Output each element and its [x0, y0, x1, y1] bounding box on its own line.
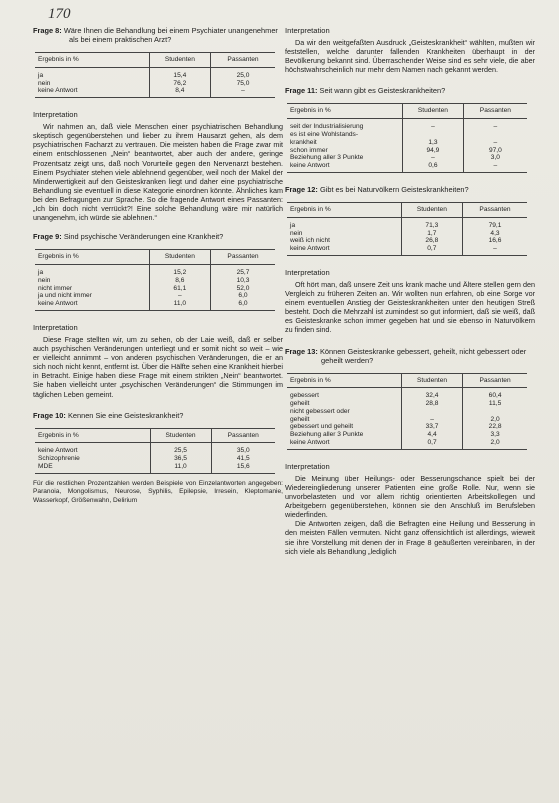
table-cell: 0,6	[403, 162, 464, 172]
question-11-label: Frage 11:	[285, 86, 318, 96]
table-cell	[401, 408, 462, 416]
table-cell: gebessert	[290, 392, 319, 400]
table-cell: schon immer	[290, 146, 328, 154]
table-header-row	[35, 250, 275, 265]
table-row	[287, 154, 527, 162]
table-header-cell: Studenten	[401, 202, 462, 217]
left-column	[33, 26, 283, 506]
table-row	[35, 455, 275, 463]
table-header-cell: Passanten	[463, 104, 527, 119]
table-cell	[463, 408, 527, 416]
table-row	[287, 139, 527, 147]
table-header-cell: Studenten	[401, 373, 462, 388]
table-cell: 26,8	[401, 237, 462, 245]
table-header-cell: Studenten	[403, 104, 464, 119]
table-cell: keine Antwort	[287, 245, 401, 255]
table-cell: ja	[38, 71, 44, 79]
table-row	[35, 87, 275, 97]
table-cell: nein	[290, 229, 303, 237]
table-row	[35, 463, 275, 473]
table-header-cell: Ergebnis in %	[287, 104, 403, 119]
table-header-cell: Studenten	[149, 250, 210, 265]
table-cell: 15,2	[149, 265, 210, 277]
table-row	[287, 416, 527, 424]
table-cell: 6,0	[211, 300, 275, 310]
table-cell: 94,9	[403, 147, 464, 155]
table-cell: 1,3	[403, 139, 464, 147]
table-cell: 0,7	[401, 245, 462, 255]
question-12	[285, 185, 535, 194]
table-cell: 33,7	[401, 423, 462, 431]
table-cell: 79,1	[463, 217, 527, 229]
question-9	[33, 232, 283, 241]
table-header-cell: Passanten	[211, 53, 275, 68]
table-cell: ja	[38, 269, 44, 277]
table-cell: 3,0	[463, 154, 527, 162]
table-cell: –	[463, 162, 527, 172]
table-cell: –	[463, 245, 527, 255]
interpretation-q12-text: Oft hört man, daß unsere Zeit uns krank mache und Ältere stellen gern den Vergleich zu früheren Zeiten an. Wir wollten nun erfahren, ob eine Sorge vor einem eventuellen Anstieg der Geisteskrankheiten unter den heutigen Streß besteht. Doch die Mehrzahl ist zumindest so gut informiert, daß sie weiß, daß es Geisteskranke schon immer gegeben hat und sie ebenso in Naturvölkern zu finden sind.	[285, 279, 535, 335]
table-cell: keine Antwort	[287, 162, 403, 172]
table-q10	[35, 428, 275, 474]
interpretation-heading: Interpretation	[285, 267, 330, 277]
table-cell: nicht gebessert oder	[290, 407, 350, 415]
table-row	[35, 443, 275, 455]
interpretation-heading: Interpretation	[33, 323, 78, 332]
table-cell: 10,3	[211, 277, 275, 285]
question-11	[285, 86, 535, 95]
table-row	[35, 265, 275, 277]
table-cell: geheilt	[290, 415, 310, 423]
table-row	[287, 131, 527, 139]
interpretation-q8-text: Wir nahmen an, daß viele Menschen einer psychiatrischen Behandlung skeptisch gegenüberstehen und lieber zu ihrem Hausarzt gehen, als dem psychiatrischen Facharzt zu vertrauen. Die meisten haben die Frage zwar mit einem entschlossenen „Nein“ beantwortet, aber auch der andere, geringe Prozentsatz zeigt uns, daß noch Vorurteile gegen den Nervenarzt bestehen. Einem Psychiater stehen viele ablehnend gegenüber, weil noch der Makel der Minderwertigkeit auf den Geisteskranken liegt und daher eine psychiatrische Behandlung sie eventuell in diese Kategorie einordnen könnte. Ähnliches kam bei den Befragungen zur Sprache. So die fragende Antwort eines Passanten: „Ich bin doch nicht verrückt?! Eine solche Behandlung wäre mir natürlich unangenehm, ich würde sie ablehnen.“	[33, 122, 283, 223]
table-cell: –	[149, 292, 210, 300]
table-header-cell: Studenten	[150, 428, 211, 443]
table-cell: keine Antwort	[38, 447, 78, 455]
table-cell: MDE	[35, 463, 150, 473]
table-header-row	[287, 373, 527, 388]
table-cell: weiß ich nicht	[290, 237, 330, 245]
table-q12	[287, 202, 527, 256]
table-cell: Beziehung aller 3 Punkte	[290, 154, 364, 162]
table-cell: 1,7	[401, 230, 462, 238]
table-cell: 41,5	[211, 455, 275, 463]
table-header-row	[35, 53, 275, 68]
table-cell: Schizophrenie	[38, 455, 80, 463]
question-12-text: Gibt es bei Naturvölkern Geisteskrankheiten?	[319, 184, 469, 194]
question-9-label: Frage 9:	[33, 232, 62, 242]
table-row	[287, 431, 527, 439]
table-header-cell: Ergebnis in %	[287, 202, 401, 217]
table-cell: –	[403, 119, 464, 131]
table-cell: nein	[38, 276, 51, 284]
table-cell: 71,3	[401, 217, 462, 229]
table-cell: keine Antwort	[35, 300, 149, 310]
table-row	[35, 300, 275, 310]
table-cell: geheilt	[290, 400, 310, 408]
question-8-label: Frage 8:	[33, 26, 62, 35]
table-cell: 22,8	[463, 423, 527, 431]
table-row	[35, 277, 275, 285]
table-row	[35, 285, 275, 293]
table-cell: 32,4	[401, 388, 462, 400]
table-cell: ja	[290, 221, 296, 229]
table-cell: gebessert und geheilt	[290, 423, 354, 431]
table-cell: 11,5	[463, 400, 527, 408]
page-number: 170	[48, 6, 71, 22]
table-row	[287, 245, 527, 255]
table-cell	[403, 131, 464, 139]
table-cell: keine Antwort	[35, 87, 149, 97]
table-cell: –	[463, 119, 527, 131]
interpretation-q13-text-2: Die Antworten zeigen, daß die Befragten eine Heilung und Besserung in den meisten Fällen vermuten. Nicht ganz offensichtlich ist allerdings, wieweit sie ihre Vorstellung mit denen der in Frage 8 geäußerten vereinbaren, in der sich viele als Behandlung „lediglich	[285, 519, 535, 556]
table-cell: 8,4	[149, 87, 210, 97]
interpretation-q13-text-1: Die Meinung über Heilungs- oder Besserungschance spielt bei der Wiedereingliederung unserer Patienten eine große Rolle. Nur, wenn sie unvorbelasteten und vor allem richtig orientierten Arbeitskollegen und Arbeitgebern gegenüberstehen, können sie den Anschluß im Berufsleben wiederfinden.	[285, 473, 535, 520]
table-cell: 15,6	[211, 463, 275, 473]
question-10-label: Frage 10:	[33, 410, 66, 420]
table-cell: 2,0	[463, 416, 527, 424]
table-cell: nicht immer	[38, 284, 73, 292]
table-row	[35, 80, 275, 88]
table-header-cell: Ergebnis in %	[35, 53, 149, 68]
table-header-cell: Passanten	[463, 202, 527, 217]
table-row	[287, 423, 527, 431]
table-header-row	[287, 104, 527, 119]
table-cell	[463, 131, 527, 139]
table-cell: ja und nicht immer	[38, 292, 92, 300]
table-row	[287, 388, 527, 400]
table-cell: seit der Industrialisierung	[290, 123, 364, 131]
table-row	[287, 408, 527, 416]
interpretation-q9-text: Diese Frage stellten wir, um zu sehen, ob der Laie weiß, daß er selber auch psychischen Veränderungen unterliegt und er somit nicht so weit – wie er vielleicht annimmt – von anderen psychischen Veränderungen, die er an sich noch nicht kennt, entfernt ist. Über die Hälfte sehen eine Krankheit hierbei in Betracht. Einige haben diese Frage mit einem strikten „Nein“ beantwortet. Sie haben vielleicht unter „psychischen Veränderungen“ die Stimmungen im täglichen Leben gemeint.	[33, 335, 283, 399]
table-row	[287, 162, 527, 172]
question-8	[33, 26, 283, 44]
interpretation-q10-text: Da wir den weitgefaßten Ausdruck „Geisteskrankheit“ wählten, mußten wir feststellen, welche darunter fallenden Krankheiten überhaupt in der Bevölkerung bekannt sind. Überraschender Weise sind es sehr viele, die aber höchstwahrscheinlich nur mehr dem Namen nach gekannt werden.	[285, 38, 535, 75]
table-cell: 4,3	[463, 230, 527, 238]
table-cell: 0,7	[401, 439, 462, 449]
table-row	[287, 217, 527, 229]
table-header-cell: Studenten	[149, 53, 210, 68]
table-row	[35, 292, 275, 300]
table-row	[287, 147, 527, 155]
question-10	[33, 411, 283, 420]
question-8-text: Wäre Ihnen die Behandlung bei einem Psychiater unangenehmer als bei einem praktischen Arzt?	[63, 26, 278, 44]
interpretation-heading: Interpretation	[285, 26, 330, 35]
table-cell: 6,0	[211, 292, 275, 300]
table-q8	[35, 52, 275, 98]
table-cell: –	[401, 416, 462, 424]
table-cell: –	[463, 139, 527, 147]
table-cell: 16,6	[463, 237, 527, 245]
table-header-cell: Passanten	[463, 373, 527, 388]
question-13-label: Frage 13:	[285, 346, 318, 356]
table-cell: 3,3	[463, 431, 527, 439]
table-row	[287, 439, 527, 449]
table-cell: –	[403, 154, 464, 162]
table-cell: 75,0	[211, 80, 275, 88]
table-cell: 25,5	[150, 443, 211, 455]
interpretation-heading: Interpretation	[33, 110, 78, 120]
table-cell: 2,0	[463, 439, 527, 449]
table-cell: 25,7	[211, 265, 275, 277]
table-cell: 8,6	[149, 277, 210, 285]
question-13	[285, 347, 535, 365]
table-header-cell: Passanten	[211, 250, 275, 265]
table-cell: 35,0	[211, 443, 275, 455]
right-column	[285, 26, 535, 556]
table-cell: 4,4	[401, 431, 462, 439]
table-q13	[287, 373, 527, 450]
table-header-cell: Ergebnis in %	[35, 428, 150, 443]
table-cell: 97,0	[463, 147, 527, 155]
table-cell: 52,0	[211, 285, 275, 293]
table-cell: 28,8	[401, 400, 462, 408]
table-cell: krankheit	[290, 138, 317, 146]
table-cell: 36,5	[150, 455, 211, 463]
table-cell: –	[211, 87, 275, 97]
table-row	[287, 237, 527, 245]
table-cell: 11,0	[150, 463, 211, 473]
table-cell: es ist eine Wohlstands-	[290, 130, 359, 138]
table-row	[35, 67, 275, 79]
table-cell: keine Antwort	[287, 439, 401, 449]
table-header-cell: Ergebnis in %	[287, 373, 401, 388]
q10-note: Für die restlichen Prozentzahlen werden Beispiele von Einzelantworten angegeben: Paranoia, Mongolismus, Neurose, Syphilis, Epilepsie, Irresein, Kleptomanie, Wasserkopf, Größenwahn, Delirium	[33, 479, 283, 505]
table-cell: 11,0	[149, 300, 210, 310]
table-cell: 15,4	[149, 67, 210, 79]
table-header-row	[35, 428, 275, 443]
table-q11	[287, 103, 527, 173]
table-cell: nein	[38, 79, 51, 87]
question-10-text: Kennen Sie eine Geisteskrankheit?	[67, 410, 184, 420]
table-cell: 76,2	[149, 80, 210, 88]
table-row	[287, 400, 527, 408]
table-row	[287, 119, 527, 131]
table-row	[287, 230, 527, 238]
table-cell: 60,4	[463, 388, 527, 400]
table-q9	[35, 249, 275, 311]
interpretation-heading: Interpretation	[285, 461, 330, 471]
table-cell: 25,0	[211, 67, 275, 79]
table-header-row	[287, 202, 527, 217]
question-9-text: Sind psychische Veränderungen eine Krankheit?	[63, 232, 224, 242]
question-12-label: Frage 12:	[285, 184, 318, 194]
question-11-text: Seit wann gibt es Geisteskrankheiten?	[319, 86, 446, 96]
table-cell: 61,1	[149, 285, 210, 293]
table-cell: Beziehung aller 3 Punkte	[290, 431, 364, 439]
table-header-cell: Ergebnis in %	[35, 250, 149, 265]
question-13-text: Können Geisteskranke gebessert, geheilt, nicht gebessert oder geheilt werden?	[319, 346, 527, 365]
table-header-cell: Passanten	[211, 428, 275, 443]
